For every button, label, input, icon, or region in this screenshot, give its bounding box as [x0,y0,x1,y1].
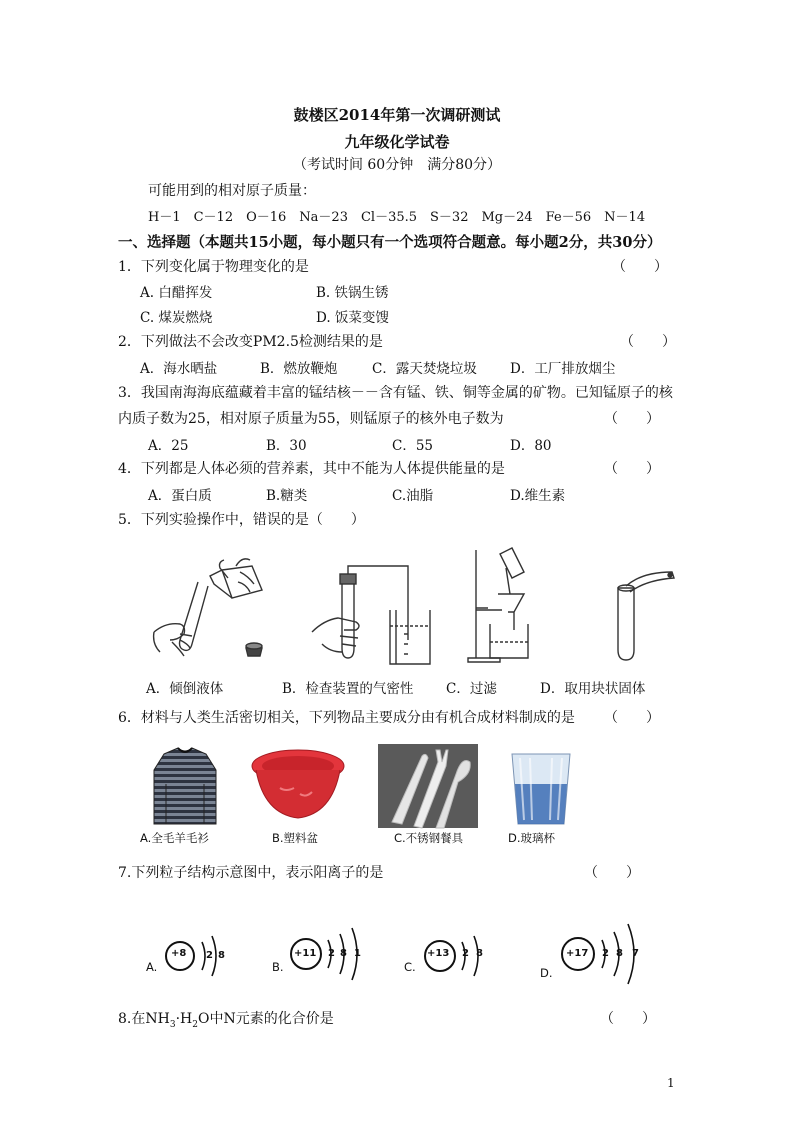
glass-cup-photo [506,748,576,828]
atom-c-nucleus: +13 [427,948,450,959]
question-3-stem-line1: 3．我国南海海底蕴藏着丰富的锰结核－－含有锰、铁、铜等金属的矿物。已知锰原子的核 [118,385,673,401]
answer-blank-4[interactable]: （ ） [604,461,660,477]
q2-option-b[interactable]: B．燃放鞭炮 [260,361,338,377]
q6-option-a[interactable]: A.全毛羊毛衫 [140,831,209,845]
atomic-mass-label: 可能用到的相对原子质量： [148,183,316,199]
section-heading: 一、选择题（本题共15小题，每小题只有一个选项符合题意。每小题2分，共30分） [118,234,662,251]
atom-c-shell-2: 8 [476,948,483,959]
q4-option-b[interactable]: B.糖类 [266,488,308,504]
atom-b-shell-2: 8 [340,948,347,959]
q4-option-d[interactable]: D.维生素 [510,488,566,504]
atom-d-shell-3: 7 [632,948,639,959]
q4-option-a[interactable]: A．蛋白质 [148,488,212,504]
answer-blank-7[interactable]: （ ） [584,865,640,881]
q3-option-c[interactable]: C．55 [392,438,434,454]
question-6-stem: 6．材料与人类生活密切相关，下列物品主要成分由有机合成材料制成的是 [118,710,575,726]
atom-d-shell-2: 8 [616,948,623,959]
plastic-basin-photo [250,748,346,824]
question-3-stem-line2: 内质子数为25，相对原子质量为55，则锰原子的核外电子数为 [118,411,504,427]
q8-text-mid: ·H [175,1011,193,1027]
answer-blank-6[interactable]: （ ） [604,710,660,726]
question-2-stem: 2．下列做法不会改变PM2.5检测结果的是 [118,334,383,350]
question-4-stem: 4．下列都是人体必须的营养素，其中不能为人体提供能量的是 [118,461,505,477]
atomic-mass-values: H－1 C－12 O－16 Na－23 Cl－35.5 S－32 Mg－24 Fe－56 N－14 [148,210,646,225]
sweater-photo [150,744,220,828]
q5-option-a[interactable]: A．倾倒液体 [146,681,224,697]
q8-text-pre: 8.在NH [118,1011,170,1027]
atom-d-shell-1: 2 [602,948,609,959]
atom-a-nucleus: +8 [171,948,187,959]
atom-c-shell-1: 2 [462,948,469,959]
q2-option-d[interactable]: D．工厂排放烟尘 [510,361,616,377]
filtration-apparatus-icon [466,546,536,666]
q6-option-c[interactable]: C.不锈钢餐具 [394,831,464,845]
q3-option-d[interactable]: D．80 [510,438,552,454]
q6-option-b[interactable]: B.塑料盆 [272,831,319,845]
steel-cutlery-photo [378,744,478,828]
q8-sub-1: 3 [169,1019,176,1030]
q3-option-b[interactable]: B．30 [266,438,307,454]
answer-blank-3[interactable]: （ ） [604,411,660,427]
atom-a-letter[interactable]: A. [146,960,158,974]
q3-option-a[interactable]: A．25 [148,438,189,454]
test-tube-pouring-icon [150,548,270,670]
exam-subtitle: 九年级化学试卷 [344,133,450,151]
q4-option-c[interactable]: C.油脂 [392,488,434,504]
solid-adding-tube-icon [608,566,680,666]
atom-b-letter[interactable]: B. [272,960,284,974]
atom-b-shell-3: 1 [354,948,361,959]
question-1-stem: 1．下列变化属于物理变化的是 [118,259,309,275]
exam-title: 鼓楼区2014年第一次调研测试 [293,106,501,124]
atom-a-shell-2: 8 [218,950,225,961]
atom-a-shell-1: 2 [206,950,213,961]
atom-d-letter[interactable]: D. [540,966,553,980]
atom-b-shell-1: 2 [328,948,335,959]
q5-option-c[interactable]: C．过滤 [446,681,497,697]
atom-b-nucleus: +11 [294,948,317,959]
question-8-stem [118,1008,334,1030]
answer-blank-8[interactable]: （ ） [600,1011,656,1027]
q1-option-d[interactable]: D. 饭菜变馊 [316,310,389,326]
q1-option-b[interactable]: B. 铁锅生锈 [316,285,389,301]
answer-blank-2[interactable]: （ ） [620,334,676,350]
q1-option-c[interactable]: C. 煤炭燃烧 [140,310,213,326]
q5-option-d[interactable]: D．取用块状固体 [540,681,646,697]
question-7-stem: 7.下列粒子结构示意图中，表示阳离子的是 [118,865,384,881]
q2-option-a[interactable]: A．海水晒盐 [140,361,218,377]
airtightness-apparatus-icon [308,560,438,672]
exam-info: （考试时间 60分钟 满分80分） [292,157,502,173]
q1-option-a[interactable]: A. 白醋挥发 [140,285,213,301]
q6-option-d[interactable]: D.玻璃杯 [508,831,556,845]
atom-c-letter[interactable]: C. [404,960,416,974]
q8-text-post: O中N元素的化合价是 [197,1011,334,1027]
answer-blank-1[interactable]: （ ） [612,259,668,275]
q8-sub-2: 2 [192,1019,198,1030]
page-number: 1 [667,1076,675,1090]
atom-d-nucleus: +17 [566,948,589,959]
q5-option-b[interactable]: B．检查装置的气密性 [282,681,414,697]
question-5-stem: 5．下列实验操作中，错误的是（ ） [118,512,365,528]
q2-option-c[interactable]: C．露天焚烧垃圾 [372,361,477,377]
